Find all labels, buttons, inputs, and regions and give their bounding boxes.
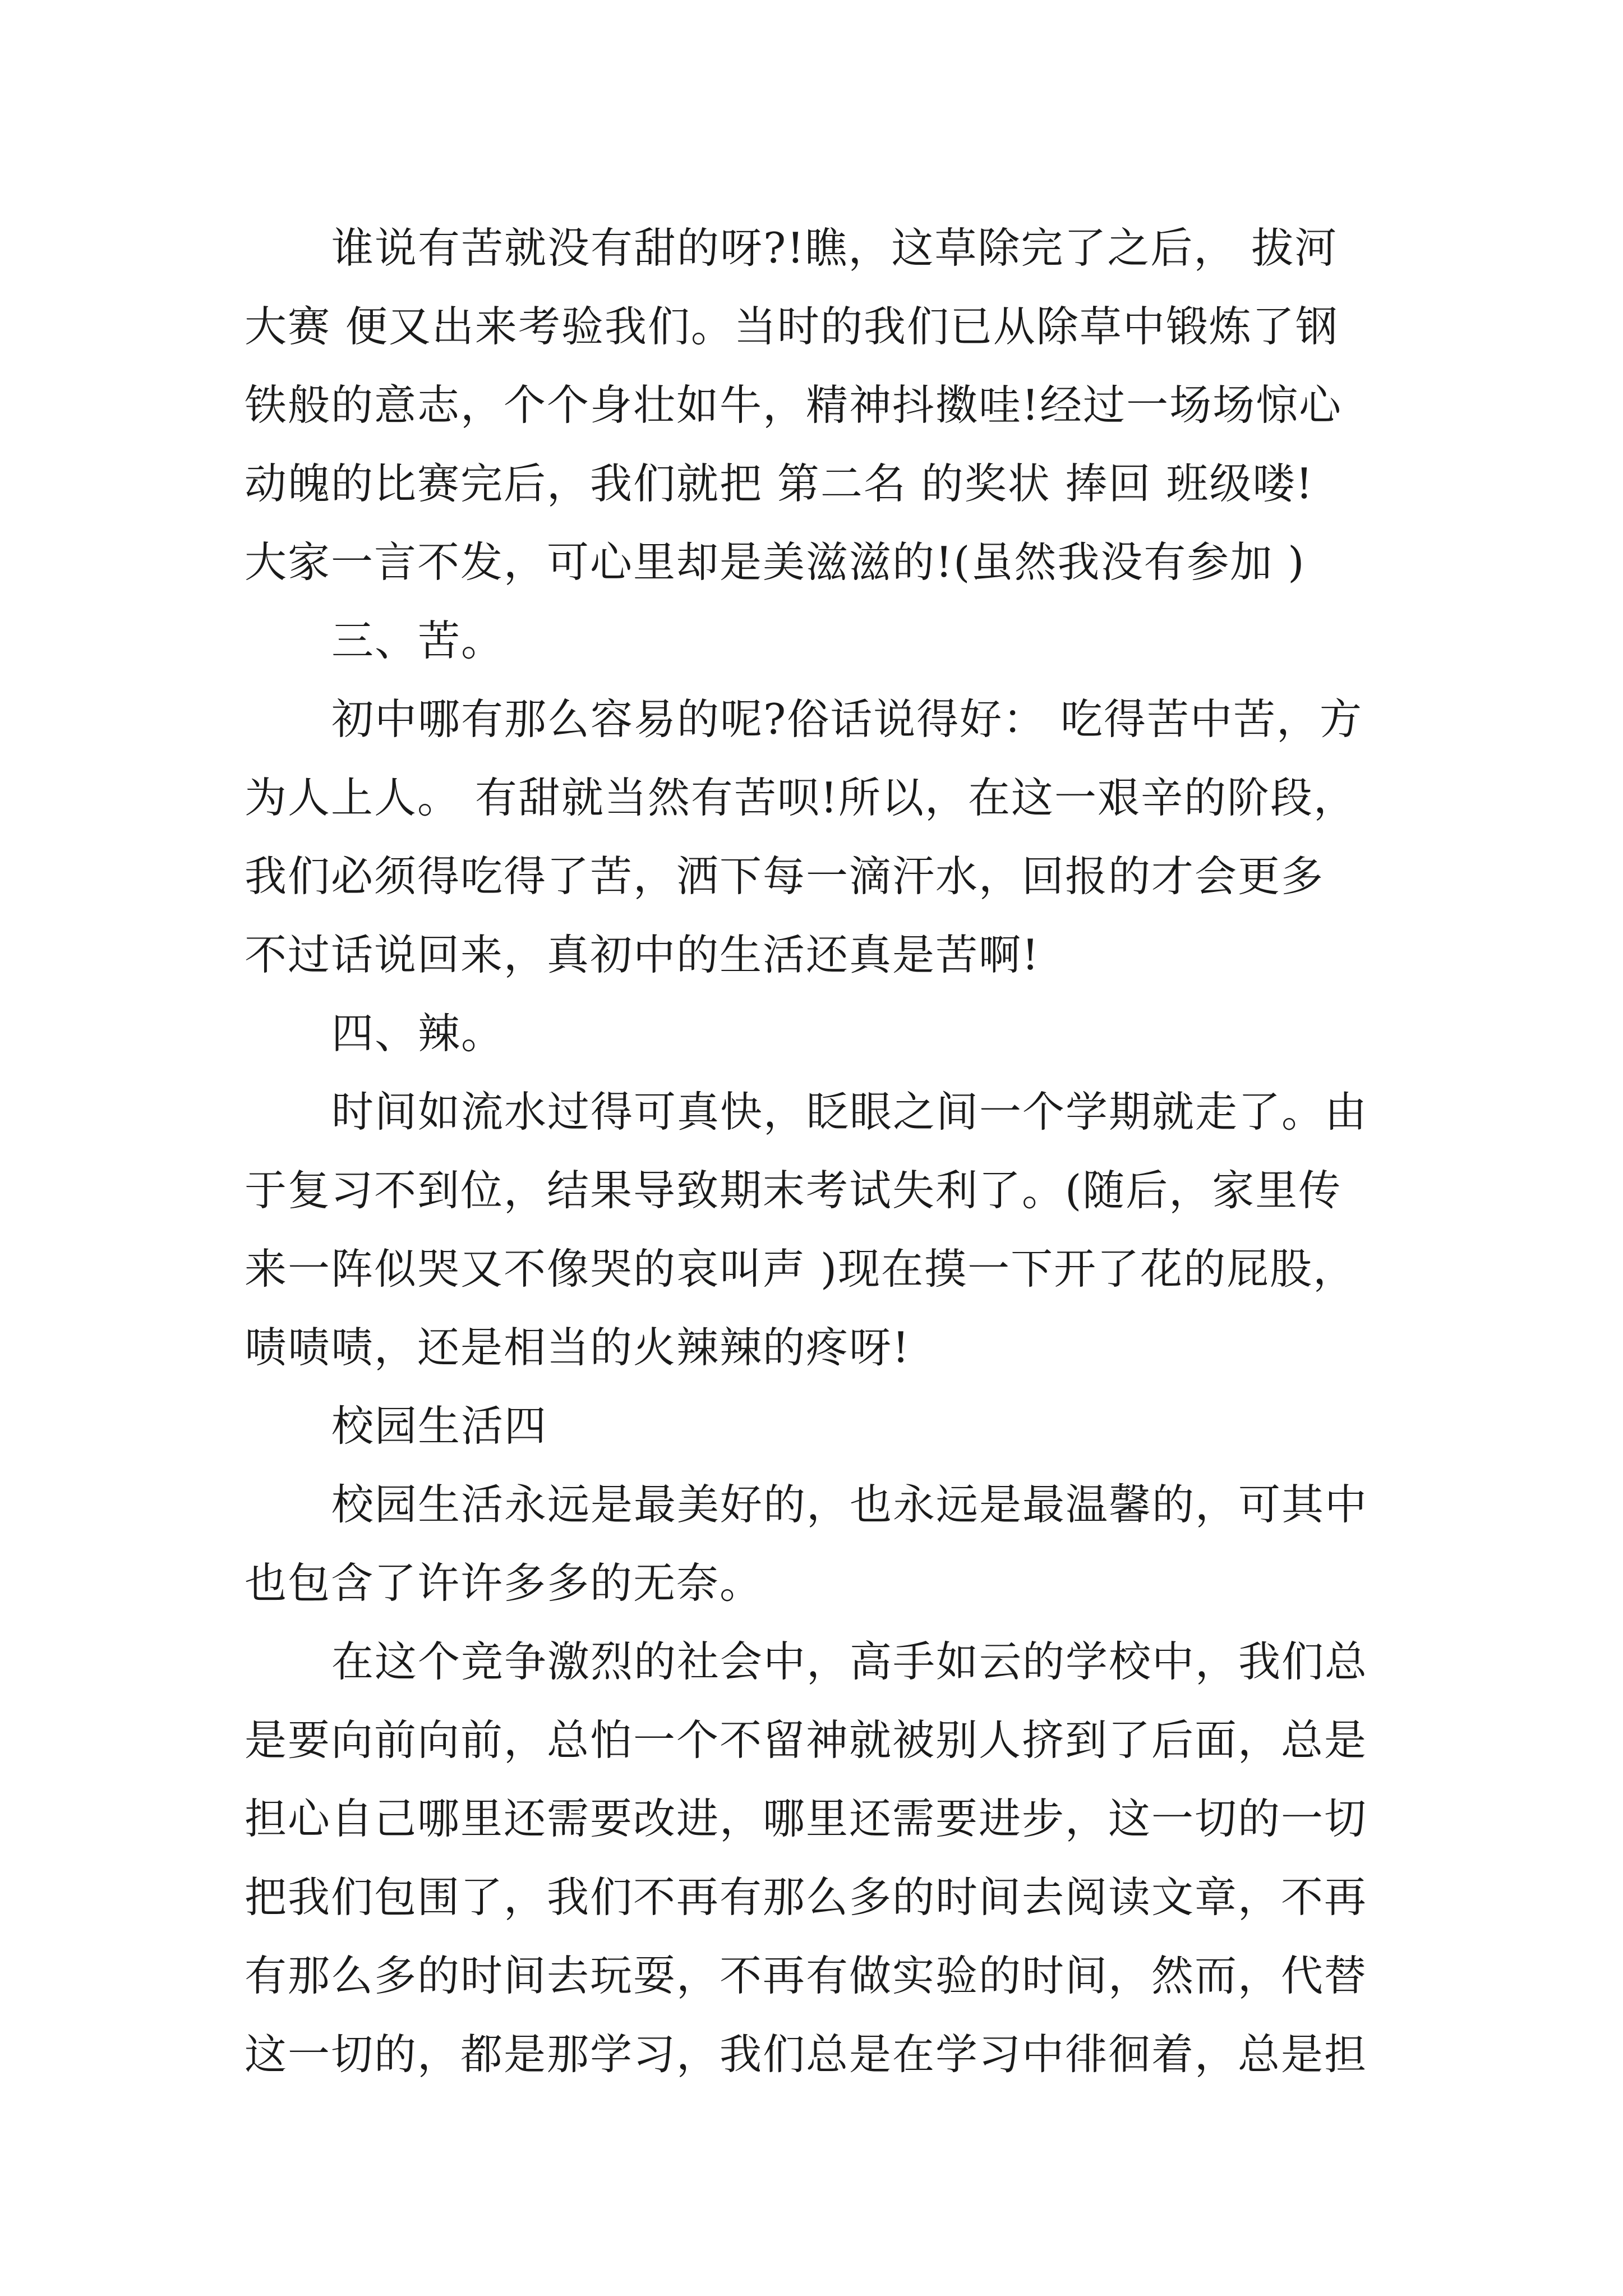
text-line: 啧啧啧，还是相当的火辣辣的疼呀! — [245, 1323, 911, 1372]
text-line: 是要向前向前，总怕一个不留神就被别人挤到了后面，总是 — [245, 1715, 1368, 1765]
text-line: 在这个竞争激烈的社会中，高手如云的学校中，我们总 — [331, 1637, 1368, 1686]
text-line: 也包含了许许多多的无奈。 — [245, 1558, 763, 1608]
text-line: 不过话说回来，真初中的生活还真是苦啊! — [245, 930, 1040, 979]
text-line: 我们必须得吃得了苦，洒下每一滴汗水，回报的才会更多 — [245, 852, 1325, 901]
text-line: 于复习不到位，结果导致期末考试失利了。(随后，家里传 — [245, 1166, 1342, 1215]
text-line: 为人上人。 有甜就当然有苦呗!所以，在这一艰辛的阶段， — [245, 773, 1357, 822]
text-line: 铁般的意志，个个身壮如牛，精神抖擞哇!经过一场场惊心 — [245, 380, 1343, 430]
section-heading: 三、苦。 — [331, 616, 505, 665]
text-line: 大家一言不发，可心里却是美滋滋的!(虽然我没有参加 ) — [245, 537, 1306, 587]
document-body — [245, 209, 1391, 2093]
text-line: 大赛 便又出来考验我们。当时的我们已从除草中锻炼了钢 — [245, 302, 1339, 351]
text-line: 担心自己哪里还需要改进，哪里还需要进步，这一切的一切 — [245, 1794, 1368, 1843]
text-line: 动魄的比赛完后，我们就把 第二名 的奖状 捧回 班级喽! — [245, 459, 1314, 508]
text-line: 谁说有苦就没有甜的呀?!瞧，这草除完了之后， 拔河 — [331, 223, 1338, 273]
text-line: 把我们包围了，我们不再有那么多的时间去阅读文章，不再 — [245, 1872, 1368, 1922]
text-line: 有那么多的时间去玩耍，不再有做实验的时间，然而，代替 — [245, 1951, 1368, 2000]
section-heading: 校园生活四 — [331, 1401, 548, 1451]
text-line: 校园生活永远是最美好的，也永远是最温馨的，可其中 — [331, 1480, 1368, 1529]
text-line: 来一阵似哭又不像哭的哀叫声 )现在摸一下开了花的屁股， — [245, 1244, 1357, 1294]
text-line: 时间如流水过得可真快，眨眼之间一个学期就走了。由 — [331, 1087, 1368, 1137]
text-line: 初中哪有那么容易的呢?俗话说得好： 吃得苦中苦，方 — [331, 694, 1363, 744]
section-heading: 四、辣。 — [331, 1009, 505, 1058]
text-line: 这一切的，都是那学习，我们总是在学习中徘徊着，总是担 — [245, 2030, 1368, 2079]
